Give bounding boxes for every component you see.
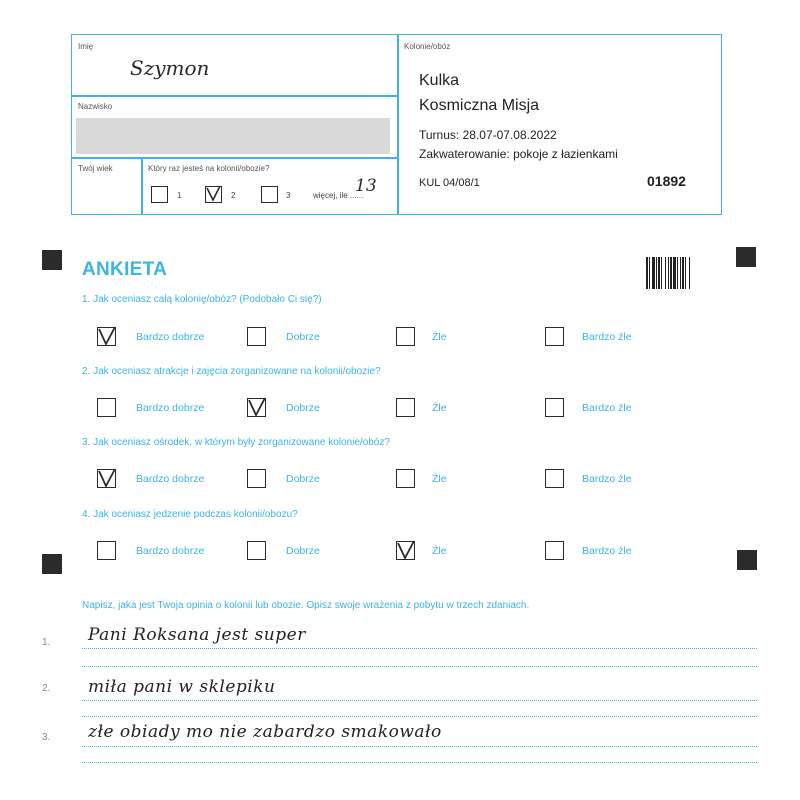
opinion-answer-1[interactable]: Pani Roksana jest super bbox=[88, 625, 306, 645]
checkmark-icon bbox=[96, 466, 118, 490]
opinion-line-number-3: 3. bbox=[42, 732, 51, 743]
question-1-text: 1. Jak oceniasz całą kolonię/obóz? (Podobało Ci się?) bbox=[82, 294, 322, 305]
question-4-text: 4. Jak oceniasz jedzenie podczas kolonii/obozu? bbox=[82, 509, 298, 520]
question-4-option-label-4: Bardzo źle bbox=[582, 545, 632, 557]
question-1-option-label-2: Dobrze bbox=[286, 331, 320, 343]
age-label: Twój wiek bbox=[78, 164, 113, 173]
first-name-value[interactable]: Szymon bbox=[130, 56, 210, 80]
opinion-answer-2[interactable]: miła pani w sklepiku bbox=[88, 677, 276, 697]
question-2-option-label-3: Źle bbox=[432, 402, 447, 414]
form-number: 01892 bbox=[647, 173, 686, 189]
survey-title: ANKIETA bbox=[82, 259, 168, 280]
question-4-option-label-3: Źle bbox=[432, 545, 447, 557]
opinion-dotted-line bbox=[82, 648, 757, 649]
question-2-checkbox-2[interactable] bbox=[247, 398, 266, 417]
times-more-value[interactable]: 13 bbox=[355, 176, 377, 196]
opinion-dotted-line bbox=[82, 762, 757, 763]
registration-marker-bottom-left bbox=[42, 554, 62, 574]
question-3-option-label-4: Bardzo źle bbox=[582, 473, 632, 485]
turnus-label: Turnus: bbox=[419, 128, 460, 142]
opinion-dotted-line bbox=[82, 746, 757, 747]
checkmark-icon bbox=[395, 538, 417, 562]
question-3-checkbox-4[interactable] bbox=[545, 469, 564, 488]
accommodation-label: Zakwaterowanie: bbox=[419, 147, 510, 161]
barcode-icon bbox=[646, 257, 704, 289]
accommodation-value: pokoje z łazienkami bbox=[513, 147, 618, 161]
question-3-option-label-1: Bardzo dobrze bbox=[136, 473, 205, 485]
registration-marker-top-right bbox=[736, 247, 756, 267]
header-divider-vertical bbox=[397, 34, 399, 215]
question-2-option-label-1: Bardzo dobrze bbox=[136, 402, 205, 414]
colony-label: Kolonie/obóz bbox=[404, 42, 451, 51]
turnus-row bbox=[419, 128, 557, 142]
turnus-value: 28.07-07.08.2022 bbox=[462, 128, 557, 142]
opinion-line-number-1: 1. bbox=[42, 637, 51, 648]
times-option-3: 3 bbox=[286, 191, 291, 200]
opinion-line-number-2: 2. bbox=[42, 683, 51, 694]
question-1-checkbox-2[interactable] bbox=[247, 327, 266, 346]
times-option-1: 1 bbox=[177, 191, 182, 200]
question-3-checkbox-3[interactable] bbox=[396, 469, 415, 488]
colony-name: Kulka bbox=[419, 72, 460, 89]
opinion-dotted-line bbox=[82, 700, 757, 701]
registration-marker-bottom-right bbox=[737, 550, 757, 570]
question-4-checkbox-1[interactable] bbox=[97, 541, 116, 560]
question-4-checkbox-4[interactable] bbox=[545, 541, 564, 560]
question-1-checkbox-4[interactable] bbox=[545, 327, 564, 346]
question-2-checkbox-4[interactable] bbox=[545, 398, 564, 417]
question-4-option-label-2: Dobrze bbox=[286, 545, 320, 557]
question-1-checkbox-1[interactable] bbox=[97, 327, 116, 346]
question-3-option-label-2: Dobrze bbox=[286, 473, 320, 485]
opinion-answer-3[interactable]: złe obiady mo nie zabardzo smakowało bbox=[88, 722, 442, 742]
opinion-instruction: Napisz, jaka jest Twoja opinia o kolonii lub obozie. Opisz swoje wrażenia z pobytu w trzech zdaniach. bbox=[82, 600, 530, 611]
accommodation-row bbox=[419, 147, 618, 161]
times-checkbox-3[interactable] bbox=[261, 186, 278, 203]
question-3-checkbox-1[interactable] bbox=[97, 469, 116, 488]
question-1-option-label-1: Bardzo dobrze bbox=[136, 331, 205, 343]
question-3-text: 3. Jak oceniasz ośrodek, w którym były zorganizowane kolonie/obóz? bbox=[82, 437, 390, 448]
times-question-label: Który raz jesteś na kolonii/obozie? bbox=[148, 164, 270, 173]
times-option-2: 2 bbox=[231, 191, 236, 200]
times-checkbox-1[interactable] bbox=[151, 186, 168, 203]
question-2-option-label-4: Bardzo źle bbox=[582, 402, 632, 414]
question-4-option-label-1: Bardzo dobrze bbox=[136, 545, 205, 557]
checkmark-icon bbox=[96, 324, 118, 348]
opinion-dotted-line bbox=[82, 666, 757, 667]
times-more-label: więcej, ile ...... bbox=[313, 191, 364, 200]
opinion-dotted-line bbox=[82, 716, 757, 717]
question-4-checkbox-2[interactable] bbox=[247, 541, 266, 560]
header-divider-age bbox=[71, 157, 397, 159]
question-1-option-label-3: Źle bbox=[432, 331, 447, 343]
question-4-checkbox-3[interactable] bbox=[396, 541, 415, 560]
question-2-checkbox-3[interactable] bbox=[396, 398, 415, 417]
times-checkbox-2[interactable] bbox=[205, 186, 222, 203]
last-name-redacted-field[interactable] bbox=[76, 118, 390, 154]
header-divider-name bbox=[71, 95, 397, 97]
colony-code: KUL 04/08/1 bbox=[419, 177, 480, 189]
checkmark-icon bbox=[205, 185, 223, 203]
question-2-checkbox-1[interactable] bbox=[97, 398, 116, 417]
first-name-label: Imię bbox=[78, 42, 94, 51]
question-2-text: 2. Jak oceniasz atrakcje i zajęcia zorganizowane na kolonii/obozie? bbox=[82, 366, 381, 377]
checkmark-icon bbox=[246, 395, 268, 419]
colony-title: Kosmiczna Misja bbox=[419, 97, 540, 114]
question-1-checkbox-3[interactable] bbox=[396, 327, 415, 346]
question-2-option-label-2: Dobrze bbox=[286, 402, 320, 414]
registration-marker-top-left bbox=[42, 250, 62, 270]
question-3-option-label-3: Źle bbox=[432, 473, 447, 485]
last-name-label: Nazwisko bbox=[78, 102, 113, 111]
question-3-checkbox-2[interactable] bbox=[247, 469, 266, 488]
header-divider-age-vertical bbox=[141, 157, 143, 215]
question-1-option-label-4: Bardzo źle bbox=[582, 331, 632, 343]
